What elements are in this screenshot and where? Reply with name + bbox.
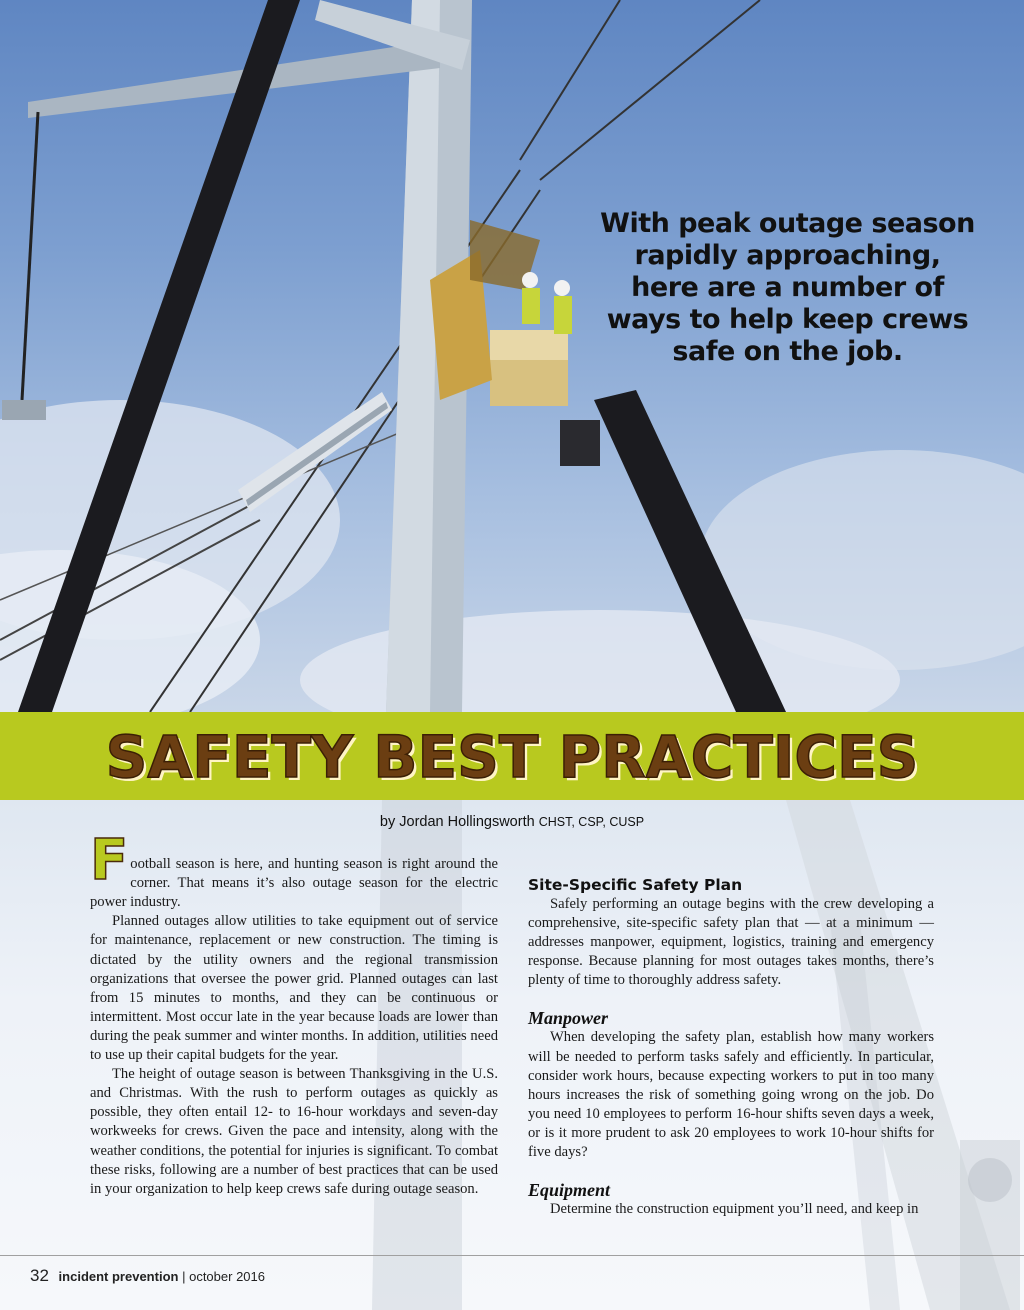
subsection-heading: Equipment [528,1180,611,1201]
article-column-left [90,828,498,1199]
body-paragraph: Safely performing an outage begins with the crew developing a comprehensive, site-specific safety plan that — at a minimum — addresses manpower, equipment, logistics, training and emergency response. Because planning for most outages takes months, there’s plenty of time to thoroughly address safety. [528,896,934,989]
footer-divider [0,1255,1024,1256]
issue-date: october 2016 [189,1269,265,1284]
byline [0,814,1024,830]
magazine-name: incident prevention [58,1269,179,1284]
article-column-right [528,875,934,1219]
body-paragraph: When developing the safety plan, establish how many workers will be needed to perform tasks safely and efficiently. In particular, consider work hours, because expecting workers to put in too many hours increases the risk of something going wrong on the job. Do you need 10 employees to perform 16-hour shifts seven days a week, or is it more prudent to ask 20 employees to work 10-hour shifts for five days? [528,1029,934,1161]
footer-separator: | [182,1269,186,1284]
hero-pull-quote: With peak outage season rapidly approaching, here are a number of ways to help keep crews safe on the job. [600,208,975,367]
intro-text: ootball season is here, and hunting season is right around the corner. That means it’s also outage season for the electric power industry. [90,856,498,911]
author-name: by Jordan Hollingsworth [379,814,535,830]
intro-paragraph [90,828,498,912]
author-credentials: CHST, CSP, CUSP [538,815,645,829]
page-number: 32 [30,1266,49,1285]
body-paragraph: Planned outages allow utilities to take equipment out of service for maintenance, replacement or new construction. The timing is dictated by the utility owners and the regional transmission organizations that oversee the power grid. Planned outages can last from 15 minutes to months, and they can be continuous or intermittent. Most occur late in the year because loads are lower than during the peak summer and winter months. In addition, utilities need to use up their capital budgets for the year. [90,913,498,1064]
drop-cap: F [90,828,129,893]
body-paragraph: The height of outage season is between Thanksgiving in the U.S. and Christmas. With the rush to perform outages as quickly as possible, they often entail 12- to 16-hour workdays and seven-day workweeks for crews. Given the pace and intensity, along with the weather conditions, the potential for injuries is significant. To combat these risks, following are a number of best practices that can be used in your organization to help keep crews safe during outage season. [90,1066,498,1197]
section-heading: Site-Specific Safety Plan [528,876,743,894]
subsection-heading: Manpower [528,1008,609,1029]
page-footer [30,1266,265,1286]
body-paragraph: Determine the construction equipment you’ll need, and keep in [550,1201,919,1218]
article-title: SAFETY BEST PRACTICES [105,723,919,791]
